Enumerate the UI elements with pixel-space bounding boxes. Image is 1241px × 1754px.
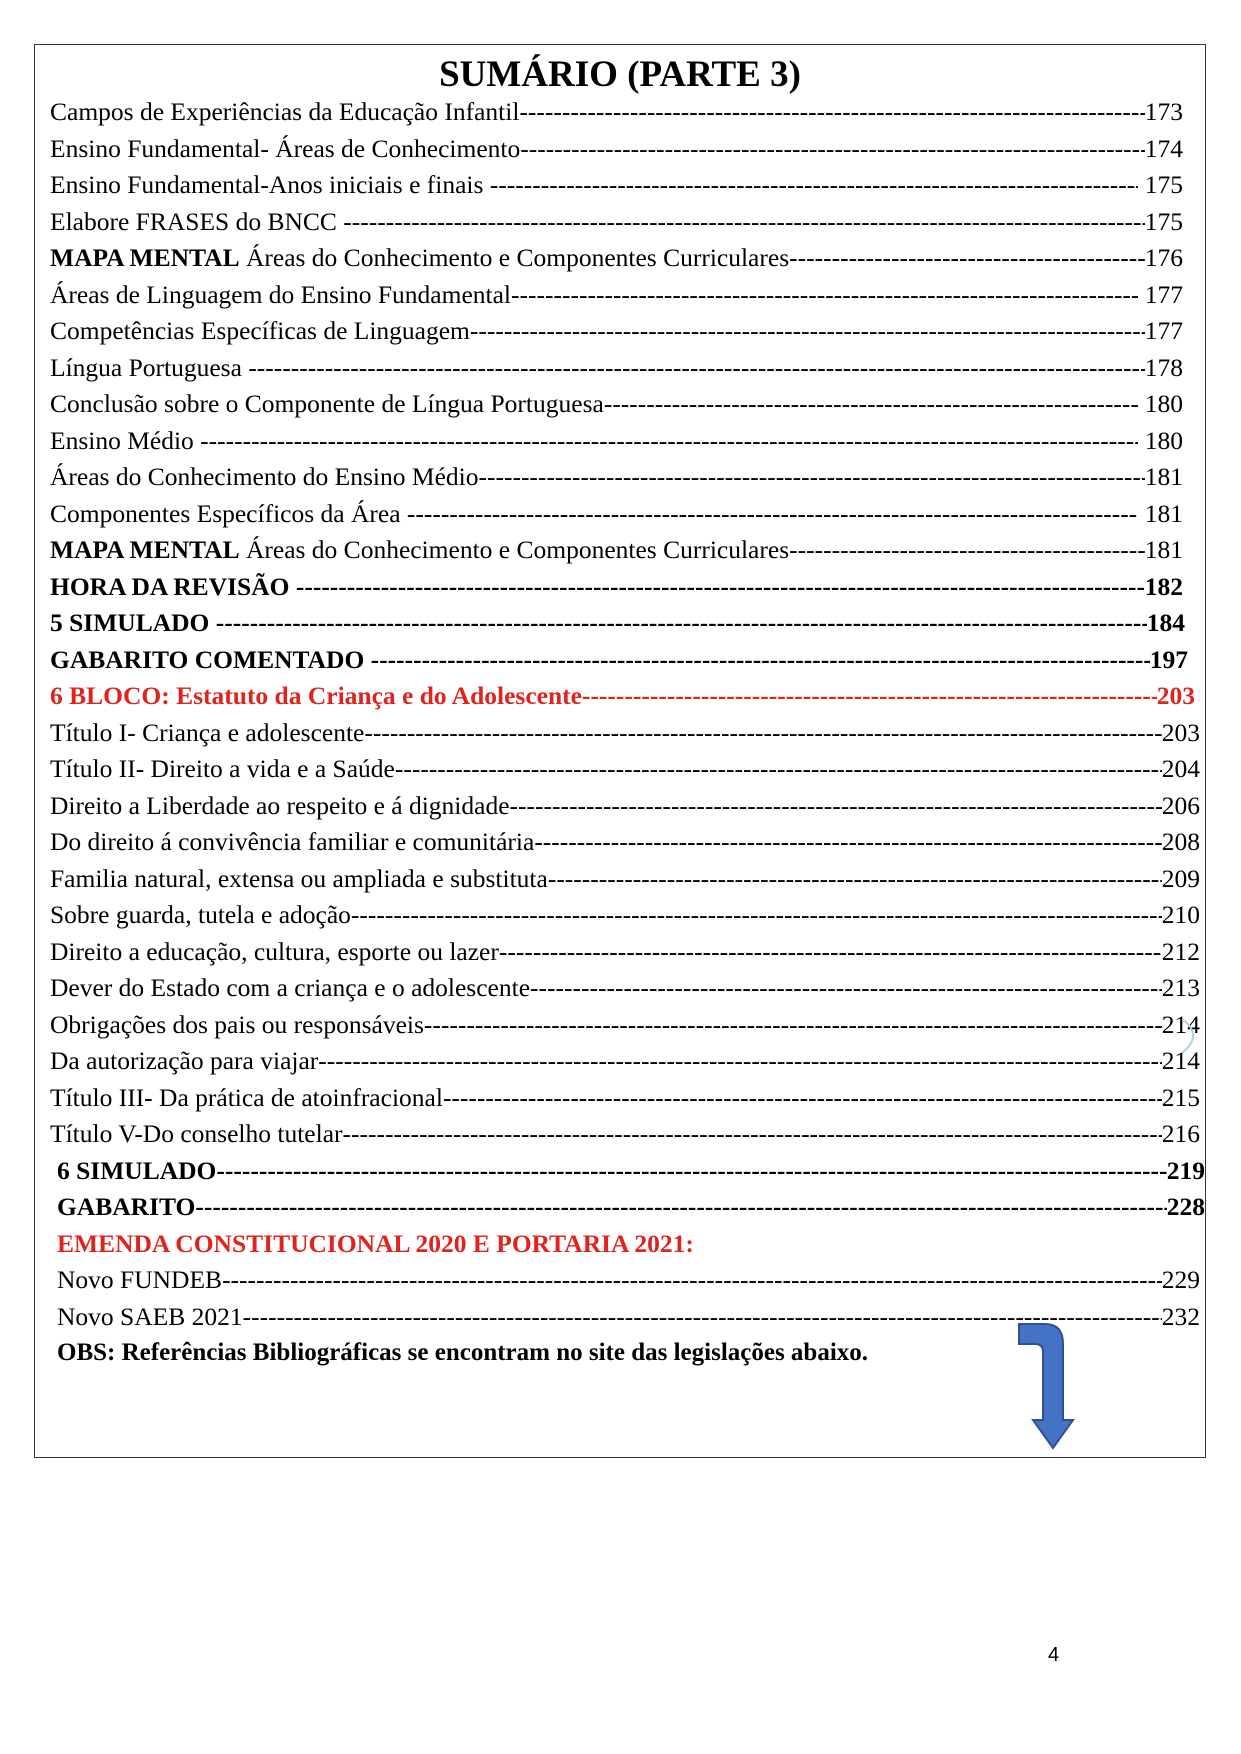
toc-entry-label: Novo SAEB 2021	[57, 1301, 243, 1331]
toc-leader-dashes	[222, 1262, 1162, 1298]
toc-leader-dashes	[364, 715, 1161, 751]
toc-entry-label-text: Áreas do Conhecimento e Componentes Curriculares	[239, 243, 790, 272]
toc-entry-page: 210	[1161, 900, 1200, 929]
toc-entry-page: 197	[1149, 644, 1188, 674]
toc-entry-label: Título II- Direito a vida e a Saúde	[50, 754, 395, 783]
toc-entry-page: 213	[1161, 973, 1200, 1002]
toc-entry-page: 184	[1146, 608, 1185, 637]
toc-entry-label: HORA DA REVISÃO	[50, 571, 296, 601]
toc-entry-page: 175	[1138, 170, 1183, 199]
toc-leader-dashes	[371, 642, 1150, 678]
toc-entry-page: 228	[1166, 1192, 1205, 1221]
toc-entry-bold-prefix: MAPA MENTAL	[50, 535, 240, 564]
toc-entry-label: Ensino Médio	[50, 425, 201, 455]
down-arrow-icon	[1017, 1322, 1077, 1450]
toc-leader-dashes	[519, 94, 1144, 130]
toc-entry[interactable]	[50, 277, 1183, 313]
toc-entry-page: 173	[1144, 97, 1183, 126]
toc-entry[interactable]	[50, 678, 1195, 714]
toc-entry-label: Novo FUNDEB	[57, 1265, 223, 1294]
toc-entry-label: Título I- Criança e adolescente	[50, 717, 365, 747]
toc-entry[interactable]	[50, 605, 1185, 641]
toc-entry-page: 174	[1144, 133, 1183, 163]
toc-leader-dashes	[248, 350, 1144, 386]
toc-entry-label: GABARITO COMENTADO	[50, 644, 371, 674]
toc-entry[interactable]	[50, 386, 1183, 422]
obs-note: OBS: Referências Bibliográficas se encontram no site das legislações abaixo.	[57, 1339, 869, 1366]
toc-entry-label-text: Áreas do Conhecimento e Componentes Curriculares	[239, 535, 790, 564]
toc-entry-label: 6 BLOCO: Estatuto da Criança e do Adolescente	[50, 681, 582, 710]
toc-entry[interactable]	[50, 94, 1183, 130]
toc-leader-dashes	[343, 1116, 1162, 1152]
toc-leader-dashes	[395, 751, 1162, 787]
toc-entry-label: Título III- Da prática de atoinfracional	[50, 1082, 443, 1112]
toc-entry[interactable]	[57, 1262, 1200, 1298]
toc-entry-page: 208	[1161, 827, 1200, 856]
toc-leader-dashes	[443, 1080, 1162, 1116]
toc-entry-label: Áreas do Conhecimento do Ensino Médio	[50, 462, 479, 491]
toc-entry-page: 219	[1166, 1155, 1205, 1185]
toc-entry[interactable]	[50, 1043, 1200, 1079]
toc-entry[interactable]	[50, 532, 1183, 568]
toc-entry[interactable]	[50, 861, 1200, 897]
toc-leader-dashes	[510, 788, 1162, 824]
toc-leader-dashes	[200, 423, 1138, 459]
toc-entry-label	[50, 240, 789, 276]
toc-entry-page: 214	[1161, 1046, 1200, 1075]
toc-entry[interactable]	[50, 167, 1183, 203]
toc-entry-page: 181	[1144, 535, 1183, 564]
toc-leader-dashes	[470, 313, 1145, 349]
toc-leader-dashes	[499, 934, 1162, 970]
toc-entry[interactable]	[50, 496, 1183, 532]
toc-entry[interactable]	[50, 313, 1183, 349]
toc-entry-page: 203	[1156, 681, 1195, 710]
toc-entry[interactable]	[50, 204, 1183, 240]
page-number: 4	[1048, 1644, 1060, 1666]
toc-entry[interactable]	[50, 788, 1200, 824]
toc-entry-label: 5 SIMULADO	[50, 608, 216, 637]
toc-leader-dashes	[534, 824, 1161, 860]
toc-entry-label: Componentes Específicos da Área	[50, 498, 407, 528]
toc-entry[interactable]	[50, 715, 1200, 751]
toc-entry-bold-prefix: MAPA MENTAL	[50, 243, 240, 272]
toc-entry[interactable]	[50, 897, 1200, 933]
toc-entry[interactable]	[50, 1116, 1200, 1152]
toc-entry-label: Do direito á convivência familiar e comunitária	[50, 827, 535, 856]
section-heading: EMENDA CONSTITUCIONAL 2020 E PORTARIA 2021:	[57, 1228, 694, 1258]
toc-leader-dashes	[351, 897, 1162, 933]
toc-entry[interactable]	[50, 240, 1183, 276]
toc-entry-label: Direito a Liberdade ao respeito e á dignidade	[50, 790, 510, 820]
toc-leader-dashes	[216, 1153, 1166, 1189]
toc-entry[interactable]	[50, 751, 1200, 787]
toc-entry-page: 216	[1161, 1119, 1200, 1148]
toc-leader-dashes	[407, 496, 1138, 532]
toc-entry[interactable]	[50, 459, 1183, 495]
toc-entry[interactable]	[50, 824, 1200, 860]
toc-entry-label: Familia natural, extensa ou ampliada e substituta	[50, 863, 548, 893]
toc-entry-page: 204	[1161, 754, 1200, 783]
toc-entry-page: 176	[1144, 243, 1183, 272]
toc-leader-dashes	[582, 678, 1157, 714]
toc-entry-label: GABARITO	[57, 1192, 196, 1221]
toc-entry-page: 180	[1138, 425, 1183, 455]
toc-leader-dashes	[520, 131, 1145, 167]
toc-entry-label: Título V-Do conselho tutelar	[50, 1119, 343, 1148]
toc-entry-label: Direito a educação, cultura, esporte ou lazer	[50, 936, 499, 966]
toc-entry-page: 209	[1161, 863, 1200, 893]
toc-leader-dashes	[424, 1007, 1162, 1043]
page-title: SUMÁRIO (PARTE 3)	[439, 54, 801, 95]
toc-entry-label: Campos de Experiências da Educação Infantil	[50, 97, 520, 126]
toc-leader-dashes	[216, 605, 1147, 641]
toc-entry-page: 177	[1138, 279, 1183, 309]
toc-entry-page: 177	[1144, 316, 1183, 345]
toc-entry-page: 232	[1161, 1301, 1200, 1331]
toc-entry-label: Áreas de Linguagem do Ensino Fundamental	[50, 279, 512, 309]
toc-entry-label: Língua Portuguesa	[50, 352, 249, 382]
toc-entry-page: 181	[1138, 498, 1183, 528]
toc-entry-page: 229	[1161, 1265, 1200, 1294]
toc-leader-dashes	[318, 1043, 1161, 1079]
toc-entry-label: Elabore FRASES do BNCC	[50, 206, 344, 236]
toc-leader-dashes	[478, 459, 1144, 495]
toc-entry[interactable]	[57, 1189, 1205, 1225]
toc-entry-label: Da autorização para viajar	[50, 1046, 319, 1075]
toc-entry-label: Dever do Estado com a criança e o adolescente	[50, 973, 531, 1002]
toc-entry-label	[50, 532, 789, 568]
toc-entry[interactable]	[50, 350, 1183, 386]
toc-leader-dashes	[343, 204, 1144, 240]
toc-leader-dashes	[511, 277, 1138, 313]
toc-entry[interactable]	[50, 642, 1188, 678]
toc-entry-page: 212	[1161, 936, 1200, 966]
toc-entry[interactable]	[50, 934, 1200, 970]
toc-entry-label: Conclusão sobre o Componente de Língua Portuguesa	[50, 389, 604, 418]
toc-entry-page: 214	[1161, 1009, 1200, 1039]
toc-entry-label: 6 SIMULADO	[57, 1155, 217, 1185]
toc-entry-page: 180	[1138, 389, 1183, 418]
toc-entry[interactable]	[50, 1007, 1200, 1043]
toc-entry[interactable]	[50, 1080, 1200, 1116]
toc-entry-page: 182	[1144, 571, 1183, 601]
toc-leader-dashes	[789, 532, 1145, 568]
toc-entry[interactable]	[50, 131, 1183, 167]
toc-entry-label: Competências Específicas de Linguagem	[50, 316, 470, 345]
watermark-arc	[1178, 1015, 1208, 1057]
toc-leader-dashes	[548, 861, 1162, 897]
toc-leader-dashes	[490, 167, 1139, 203]
toc-entry[interactable]	[57, 1153, 1205, 1189]
toc-entry-page: 181	[1144, 462, 1183, 491]
toc-leader-dashes	[789, 240, 1145, 276]
toc-entry[interactable]	[50, 970, 1200, 1006]
toc-entry-label: Obrigações dos pais ou responsáveis	[50, 1009, 424, 1039]
toc-entry-label: Ensino Fundamental-Anos iniciais e finais	[50, 170, 490, 199]
toc-leader-dashes	[530, 970, 1162, 1006]
toc-entry-label: Ensino Fundamental- Áreas de Conhecimento	[50, 133, 521, 163]
toc-entry-label: Sobre guarda, tutela e adoção	[50, 900, 351, 929]
toc-entry-page: 178	[1144, 352, 1183, 382]
toc-leader-dashes	[296, 569, 1145, 605]
toc-entry[interactable]	[50, 569, 1183, 605]
toc-entry-page: 175	[1144, 206, 1183, 236]
toc-entry-page: 203	[1161, 717, 1200, 747]
toc-leader-dashes	[195, 1189, 1166, 1225]
toc-entry-page: 206	[1161, 790, 1200, 820]
toc-entry-page: 215	[1161, 1082, 1200, 1112]
toc-leader-dashes	[604, 386, 1139, 422]
toc-entry[interactable]	[50, 423, 1183, 459]
